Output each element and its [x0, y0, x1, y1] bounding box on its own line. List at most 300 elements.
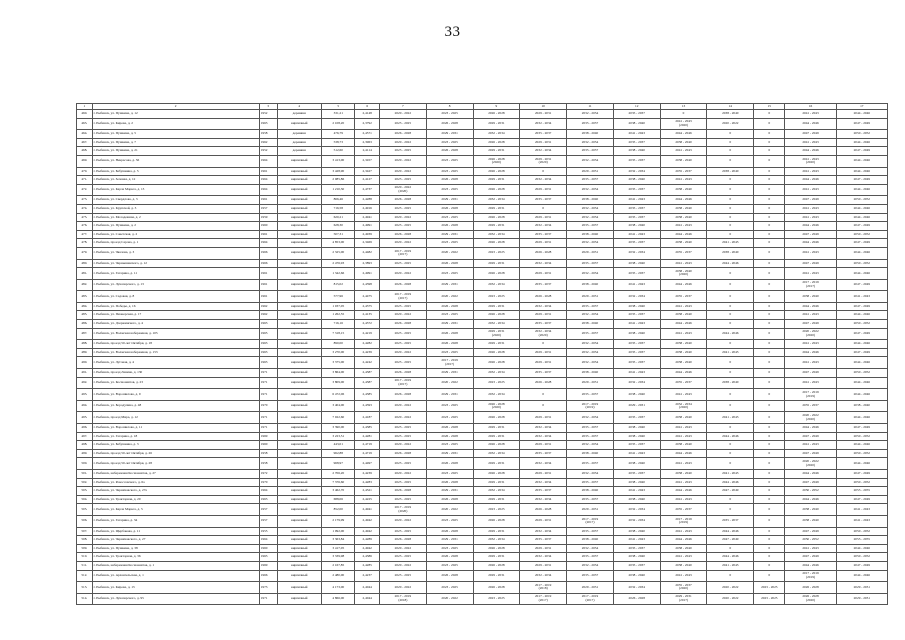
table-cell: 2038 - 2040 — [707, 167, 754, 176]
table-cell: 2023 - 2025 — [754, 582, 785, 594]
table-cell: 2023 - 2025 — [426, 582, 473, 594]
table-cell: 0 — [707, 196, 754, 205]
table-cell: 2026 - 2028 — [520, 377, 567, 389]
table-cell: 2041 - 2043 — [660, 495, 707, 504]
table-cell: 2026 - 2028 — [473, 441, 520, 450]
table-row — [77, 348, 888, 357]
table-cell: 1 342,66 — [322, 268, 355, 280]
table-cell: 2026 - 2028 — [426, 553, 473, 562]
table-cell: 478. — [77, 239, 93, 248]
table-cell: 2041 - 2043 — [785, 311, 836, 320]
table-cell: 4 853,00 — [322, 239, 355, 248]
table-cell: 2029 - 2031 — [473, 432, 520, 441]
table-cell: 487. — [77, 328, 93, 340]
table-cell: 2047 - 2049 — [785, 320, 836, 329]
table-cell: г. Рыбинск, ул. Тракторная, д. 20 — [92, 495, 259, 504]
table-cell: 2029 - 2031 — [520, 268, 567, 280]
table-cell: 505. — [77, 504, 93, 516]
table-cell: 2041 - 2043 — [785, 544, 836, 553]
table-cell: 2029 - 2031 — [520, 441, 567, 450]
table-row — [77, 527, 888, 536]
table-cell: 2041 - 2043 — [660, 328, 707, 340]
table-cell: 2047 - 2049 — [707, 487, 754, 496]
table-cell: г. Рыбинск, ул. Рокоссовского, д. 6а — [92, 478, 259, 487]
table-cell: 3 428,90 — [322, 167, 355, 176]
table-cell: 2038 - 2040 — [785, 291, 836, 303]
table-cell: 507,31 — [322, 230, 355, 239]
table-cell: 2,3427 — [355, 167, 380, 176]
table-cell: 2023 - 2025 — [379, 340, 426, 349]
table-cell: 2,4281 — [355, 432, 380, 441]
table-cell: кирпичный — [277, 400, 322, 412]
table-cell: 2047 - 2049 — [836, 118, 887, 130]
table-cell: 2017 - 2019 (2018) — [379, 593, 426, 605]
table-cell: 4 866,00 — [322, 593, 355, 605]
table-cell: 0 — [754, 369, 785, 378]
table-cell: кирпичный — [277, 328, 322, 340]
table-cell: 2032 - 2034 — [567, 441, 614, 450]
table-cell: 2,4942 — [355, 527, 380, 536]
table-cell: 2029 - 2031 — [520, 311, 567, 320]
table-cell: 1963 — [259, 357, 277, 369]
table-cell: 2047 - 2049 — [785, 230, 836, 239]
table-cell: 2020 - 2022 (2020) — [785, 412, 836, 424]
table-cell: 2023 - 2025 — [426, 441, 473, 450]
table-cell: 2038 - 2040 — [613, 176, 660, 185]
table-cell: 0 — [754, 561, 785, 570]
table-cell: 2,4187 — [355, 412, 380, 424]
table-cell: 2026 - 2028 — [520, 247, 567, 259]
table-cell: 2,4225 — [355, 495, 380, 504]
table-cell: 2038 - 2040 — [660, 357, 707, 369]
table-cell: 2029 - 2031 — [520, 213, 567, 222]
table-cell: 2044 - 2046 — [836, 155, 887, 167]
table-cell: г. Рыбинск, ул. Дзержинского, д. 4 — [92, 320, 259, 329]
table-cell: 2029 - 2031 (2017) — [660, 593, 707, 605]
table-row — [77, 138, 888, 147]
table-cell: 2044 - 2046 — [660, 369, 707, 378]
table-cell: 2023 - 2025 — [379, 259, 426, 268]
table-cell: г. Рыбинск, ул. Бабушкина, д. 5 — [92, 167, 259, 176]
table-cell: 2026 - 2028 — [426, 328, 473, 340]
table-cell: 2044 - 2046 — [836, 412, 887, 424]
table-cell: 2026 - 2028 — [379, 320, 426, 329]
table-cell: 2044 - 2046 — [785, 302, 836, 311]
table-cell: 2023 - 2025 — [426, 167, 473, 176]
table-cell: 2038 - 2040 — [613, 553, 660, 562]
table-cell: 2 706,20 — [322, 469, 355, 478]
table-cell: 2026 - 2028 — [426, 302, 473, 311]
table-cell: 2029 - 2031 — [567, 504, 614, 516]
table-cell: 2044 - 2046 — [836, 340, 887, 349]
table-cell: 2,4991 — [355, 268, 380, 280]
table-cell: г. Рыбинск, набережная Космонавтов, д. 1 — [92, 561, 259, 570]
table-cell: 2044 - 2046 — [660, 536, 707, 545]
table-cell: 2029 - 2031 — [520, 357, 567, 369]
table-cell: 2023 - 2025 — [379, 147, 426, 156]
table-cell: 1966 — [259, 570, 277, 582]
table-cell: 2044 - 2046 — [660, 196, 707, 205]
table-cell: 2047 - 2049 — [836, 239, 887, 248]
table-cell: 2041 - 2043 — [660, 222, 707, 231]
schedule-table — [76, 103, 888, 605]
table-cell: 464. — [77, 130, 93, 139]
table-cell: 2053 - 2055 — [836, 487, 887, 496]
table-cell: 2026 - 2028 — [426, 259, 473, 268]
table-cell: 2,4991 — [355, 222, 380, 231]
table-cell: г. Рыбинск, ул. Чернышевского, д. 12 — [92, 259, 259, 268]
table-cell: 2032 - 2034 — [613, 515, 660, 527]
table-cell: 2050 - 2052 — [785, 536, 836, 545]
table-cell: 2038 - 2040 — [707, 110, 754, 119]
table-cell: кирпичный — [277, 570, 322, 582]
table-cell: 2035 - 2037 — [707, 515, 754, 527]
table-cell: 2029 - 2031 — [836, 593, 887, 605]
table-cell: 1964 — [259, 184, 277, 196]
table-cell: 2038 - 2040 — [660, 311, 707, 320]
table-cell: 2038 - 2040 — [660, 469, 707, 478]
table-row — [77, 544, 888, 553]
table-cell: 2038 - 2040 — [613, 389, 660, 401]
table-cell: 7 318,15 — [322, 328, 355, 340]
table-cell: 0 — [754, 495, 785, 504]
table-cell: 2,4044 — [355, 582, 380, 594]
table-cell: 2 108,20 — [322, 118, 355, 130]
table-cell: 0 — [754, 478, 785, 487]
table-cell: 2 085,86 — [322, 176, 355, 185]
table-cell: 2047 - 2049 — [785, 130, 836, 139]
table-cell: 2,4237 — [355, 570, 380, 582]
table-cell: 2023 - 2025 — [379, 495, 426, 504]
table-cell: кирпичный — [277, 412, 322, 424]
table-cell: 2041 - 2043 — [785, 204, 836, 213]
table-cell: 2026 - 2028 — [473, 412, 520, 424]
table-cell: г. Рыбинск, ул. Карла Маркса, д. 5 — [92, 504, 259, 516]
table-cell: 716,58 — [322, 204, 355, 213]
table-cell: 2029 - 2031 — [473, 118, 520, 130]
table-cell: 2029 - 2031 — [473, 424, 520, 433]
table-cell: 2038 - 2040 — [613, 302, 660, 311]
table-cell: 2029 - 2031 — [520, 348, 567, 357]
table-cell: деревянн — [277, 138, 322, 147]
table-cell: кирпичный — [277, 230, 322, 239]
table-cell: 2026 - 2028 — [379, 536, 426, 545]
table-cell: 2026 - 2028 — [426, 118, 473, 130]
table-cell: 2023 - 2025 — [426, 138, 473, 147]
table-cell: 2032 - 2034 — [613, 167, 660, 176]
table-cell: 467. — [77, 138, 93, 147]
table-cell: 2041 - 2043 — [707, 348, 754, 357]
table-cell: 2035 - 2037 — [520, 196, 567, 205]
table-cell: 2026 - 2028 — [426, 204, 473, 213]
table-cell: 488. — [77, 340, 93, 349]
table-cell: 2026 - 2028 — [473, 239, 520, 248]
table-cell: 0 — [707, 495, 754, 504]
table-cell: 1958 — [259, 130, 277, 139]
table-cell: 2038 - 2040 — [567, 449, 614, 458]
table-cell: 2029 - 2031 — [567, 582, 614, 594]
table-cell: 2,4387 — [355, 377, 380, 389]
table-cell: 0 — [754, 259, 785, 268]
table-cell: 1958 — [259, 458, 277, 470]
table-row — [77, 239, 888, 248]
table-cell: 2044 - 2046 — [707, 527, 754, 536]
table-cell: 2044 - 2046 — [836, 167, 887, 176]
table-cell: 2032 - 2034 — [567, 239, 614, 248]
table-cell: 504. — [77, 495, 93, 504]
table-row — [77, 167, 888, 176]
table-cell: 2,4239 — [355, 469, 380, 478]
table-cell: 688,06 — [322, 495, 355, 504]
table-cell: 2032 - 2034 — [567, 357, 614, 369]
table-cell: 2020 - 2022 (2020) — [785, 458, 836, 470]
table-cell: 2023 - 2025 — [754, 593, 785, 605]
table-row — [77, 504, 888, 516]
table-cell: 1964 — [259, 155, 277, 167]
table-cell: 3 339,98 — [322, 553, 355, 562]
table-cell: 2044 - 2046 — [660, 320, 707, 329]
table-cell: 2,4385 — [355, 389, 380, 401]
table-cell: 470. — [77, 167, 93, 176]
table-cell: 2029 - 2031 — [567, 167, 614, 176]
table-cell: 2038 - 2040 — [613, 424, 660, 433]
table-cell: 2038 - 2040 — [660, 138, 707, 147]
table-cell: 2035 - 2037 — [567, 458, 614, 470]
table-cell: 1 262,55 — [322, 311, 355, 320]
column-header: 4 — [277, 104, 322, 110]
table-cell: 2041 - 2043 — [836, 504, 887, 516]
table-row — [77, 302, 888, 311]
table-cell: 1971 — [259, 389, 277, 401]
table-cell: 2044 - 2046 — [836, 213, 887, 222]
table-cell: 2047 - 2049 — [836, 222, 887, 231]
table-cell: 2020 - 2022 — [379, 441, 426, 450]
table-cell: 1972 — [259, 469, 277, 478]
table-row — [77, 553, 888, 562]
table-cell: 0 — [754, 230, 785, 239]
table-cell: 2044 - 2046 — [836, 268, 887, 280]
table-row — [77, 110, 888, 119]
table-cell: 2041 - 2043 — [613, 449, 660, 458]
table-cell: 2047 - 2049 — [836, 302, 887, 311]
table-cell: 2026 - 2028 — [379, 196, 426, 205]
column-header: 17 — [836, 104, 887, 110]
table-cell: 2029 - 2031 — [520, 138, 567, 147]
table-row — [77, 340, 888, 349]
table-cell: 2050 - 2052 — [836, 259, 887, 268]
table-cell: 2029 - 2031 — [567, 377, 614, 389]
table-cell: 0 — [754, 357, 785, 369]
table-cell: кирпичный — [277, 536, 322, 545]
table-cell: 2041 - 2043 — [785, 138, 836, 147]
table-cell: 2017 - 2019 (2019) — [785, 570, 836, 582]
table-cell: 2044 - 2046 — [785, 495, 836, 504]
table-cell: 2044 - 2046 — [707, 478, 754, 487]
table-cell: деревянн — [277, 130, 322, 139]
table-cell: 0 — [754, 328, 785, 340]
table-cell: 2023 - 2025 — [473, 593, 520, 605]
table-cell: 2032 - 2034 — [473, 230, 520, 239]
table-cell: кирпичный — [277, 167, 322, 176]
table-cell: 1952 — [259, 110, 277, 119]
table-cell: 2050 - 2052 — [836, 432, 887, 441]
table-cell: 2032 - 2034 — [567, 469, 614, 478]
table-cell: 2017 - 2019 (2019) — [660, 515, 707, 527]
table-cell: 2026 - 2028 (2020) — [785, 593, 836, 605]
table-cell: 2035 - 2037 — [613, 340, 660, 349]
table-cell: 2020 - 2022 — [379, 348, 426, 357]
table-cell: 2,4941 — [355, 213, 380, 222]
table-cell: 2035 - 2037 — [567, 478, 614, 487]
table-cell: 0 — [754, 412, 785, 424]
table-cell: 2026 - 2028 — [426, 570, 473, 582]
table-cell: 2029 - 2031 — [473, 222, 520, 231]
table-cell: 2047 - 2049 — [785, 553, 836, 562]
table-cell: 2020 - 2022 — [379, 469, 426, 478]
table-cell: 2,4941 — [355, 504, 380, 516]
table-cell: 2026 - 2028 — [473, 213, 520, 222]
table-cell: 1971 — [259, 412, 277, 424]
table-cell: 2038 - 2040 — [660, 239, 707, 248]
table-cell: 0 — [707, 441, 754, 450]
table-cell: 2044 - 2046 — [660, 130, 707, 139]
table-cell: 0 — [707, 320, 754, 329]
table-cell: 2032 - 2034 — [567, 348, 614, 357]
table-cell: 2023 - 2025 — [379, 118, 426, 130]
table-cell: 3 375,00 — [322, 357, 355, 369]
table-cell: 2044 - 2046 — [836, 204, 887, 213]
table-cell: 2026 - 2028 — [473, 357, 520, 369]
table-cell: 2035 - 2037 — [613, 469, 660, 478]
table-cell: 1961 — [259, 230, 277, 239]
column-header: 15 — [754, 104, 785, 110]
table-cell: г. Рыбинск, ул. Архангельская, д. 1 — [92, 570, 259, 582]
table-cell: 2026 - 2028 — [473, 582, 520, 594]
table-cell: 2017 - 2019 (2019) — [567, 400, 614, 412]
table-cell: 2047 - 2049 — [785, 259, 836, 268]
table-cell: 2038 - 2040 — [567, 130, 614, 139]
column-header: 8 — [426, 104, 473, 110]
table-cell: кирпичный — [277, 196, 322, 205]
table-cell: 2032 - 2034 — [473, 196, 520, 205]
table-cell: 2023 - 2025 — [473, 247, 520, 259]
table-cell: 2035 - 2037 — [520, 230, 567, 239]
table-cell: 1957 — [259, 515, 277, 527]
table-row — [77, 230, 888, 239]
table-cell: 2029 - 2031 — [426, 487, 473, 496]
table-cell: 2026 - 2028 — [426, 478, 473, 487]
table-cell: 2038 - 2040 — [567, 487, 614, 496]
table-cell: 2023 - 2025 — [426, 213, 473, 222]
table-cell: 1 037,05 — [322, 302, 355, 311]
table-cell: г. Рыбинск, ул. Бабушкина, д. 3 — [92, 441, 259, 450]
table-cell: 2023 - 2025 — [426, 544, 473, 553]
table-cell: 2038 - 2040 — [567, 230, 614, 239]
table-cell: 0 — [754, 441, 785, 450]
table-cell: 0 — [754, 167, 785, 176]
table-cell: 0 — [754, 204, 785, 213]
table-cell: 2017 - 2019 (2017) — [520, 593, 567, 605]
table-cell: 2,4044 — [355, 593, 380, 605]
table-row — [77, 495, 888, 504]
table-cell: 1962 — [259, 311, 277, 320]
table-cell: 2041 - 2043 — [613, 320, 660, 329]
table-cell: 2032 - 2034 — [567, 155, 614, 167]
table-cell: 468. — [77, 147, 93, 156]
table-cell: 2017 - 2019 (2017) — [785, 279, 836, 291]
table-cell: 485. — [77, 311, 93, 320]
table-row — [77, 357, 888, 369]
table-cell: 2017 - 2019 (2018) — [520, 582, 567, 594]
table-cell: 0 — [754, 469, 785, 478]
table-cell: 0 — [707, 213, 754, 222]
table-cell: 0 — [707, 155, 754, 167]
table-cell: 962,88 — [322, 449, 355, 458]
table-cell: 489. — [77, 348, 93, 357]
table-cell: 2029 - 2031 — [567, 247, 614, 259]
table-cell: 2038 - 2040 — [660, 340, 707, 349]
table-cell: г. Рыбинск, проезд 50-лет Октября, д. 18 — [92, 340, 259, 349]
table-cell: 0 — [520, 340, 567, 349]
table-cell: 2044 - 2046 — [836, 544, 887, 553]
table-cell: 2029 - 2031 — [520, 515, 567, 527]
table-cell: 2038 - 2040 — [660, 204, 707, 213]
table-cell: 498. — [77, 441, 93, 450]
table-cell: 2023 - 2025 — [379, 357, 426, 369]
table-cell: 511. — [77, 561, 93, 570]
column-header: 3 — [259, 104, 277, 110]
table-cell: кирпичный — [277, 389, 322, 401]
table-cell: 2035 - 2037 — [520, 320, 567, 329]
table-row — [77, 432, 888, 441]
table-cell: 0 — [707, 222, 754, 231]
table-cell: 2035 - 2037 — [660, 167, 707, 176]
table-cell: 2035 - 2037 — [520, 369, 567, 378]
table-cell: 1963 — [259, 320, 277, 329]
table-cell: 2,4372 — [355, 320, 380, 329]
table-cell: 2035 - 2037 — [567, 424, 614, 433]
table-cell: г. Рыбинск, ул. Луначарского, д. 95 — [92, 593, 259, 605]
table-cell: кирпичный — [277, 449, 322, 458]
table-row — [77, 291, 888, 303]
table-cell: 2032 - 2034 — [613, 247, 660, 259]
table-cell: 2029 - 2031 — [567, 291, 614, 303]
table-row — [77, 176, 888, 185]
table-cell: 6 472,06 — [322, 389, 355, 401]
table-cell: 2020 - 2022 — [379, 400, 426, 412]
table-cell: 2032 - 2034 — [567, 213, 614, 222]
table-cell: г. Рыбинск, ул. Кирова, д. 13 — [92, 582, 259, 594]
table-cell: 2038 - 2040 — [613, 432, 660, 441]
table-cell: 0 — [707, 340, 754, 349]
table-cell: 476,79 — [322, 130, 355, 139]
table-cell: 2035 - 2037 — [613, 110, 660, 119]
table-cell: кирпичный — [277, 222, 322, 231]
table-cell: 0 — [754, 340, 785, 349]
table-cell: 1960 — [259, 222, 277, 231]
table-cell: 2035 - 2037 — [567, 147, 614, 156]
table-cell: 495. — [77, 412, 93, 424]
table-cell: 2038 - 2040 — [785, 504, 836, 516]
table-cell: 2023 - 2025 — [379, 204, 426, 213]
table-cell: 2041 - 2043 — [613, 279, 660, 291]
column-header: 16 — [785, 104, 836, 110]
table-cell: 2023 - 2025 — [426, 561, 473, 570]
table-cell: 0 — [707, 279, 754, 291]
table-cell: г. Рыбинск, проезд 50-лет Октября, д. 26 — [92, 449, 259, 458]
table-cell: г. Рыбинск, ул. Некрасова, д. 36 — [92, 155, 259, 167]
table-cell: 1970 — [259, 400, 277, 412]
